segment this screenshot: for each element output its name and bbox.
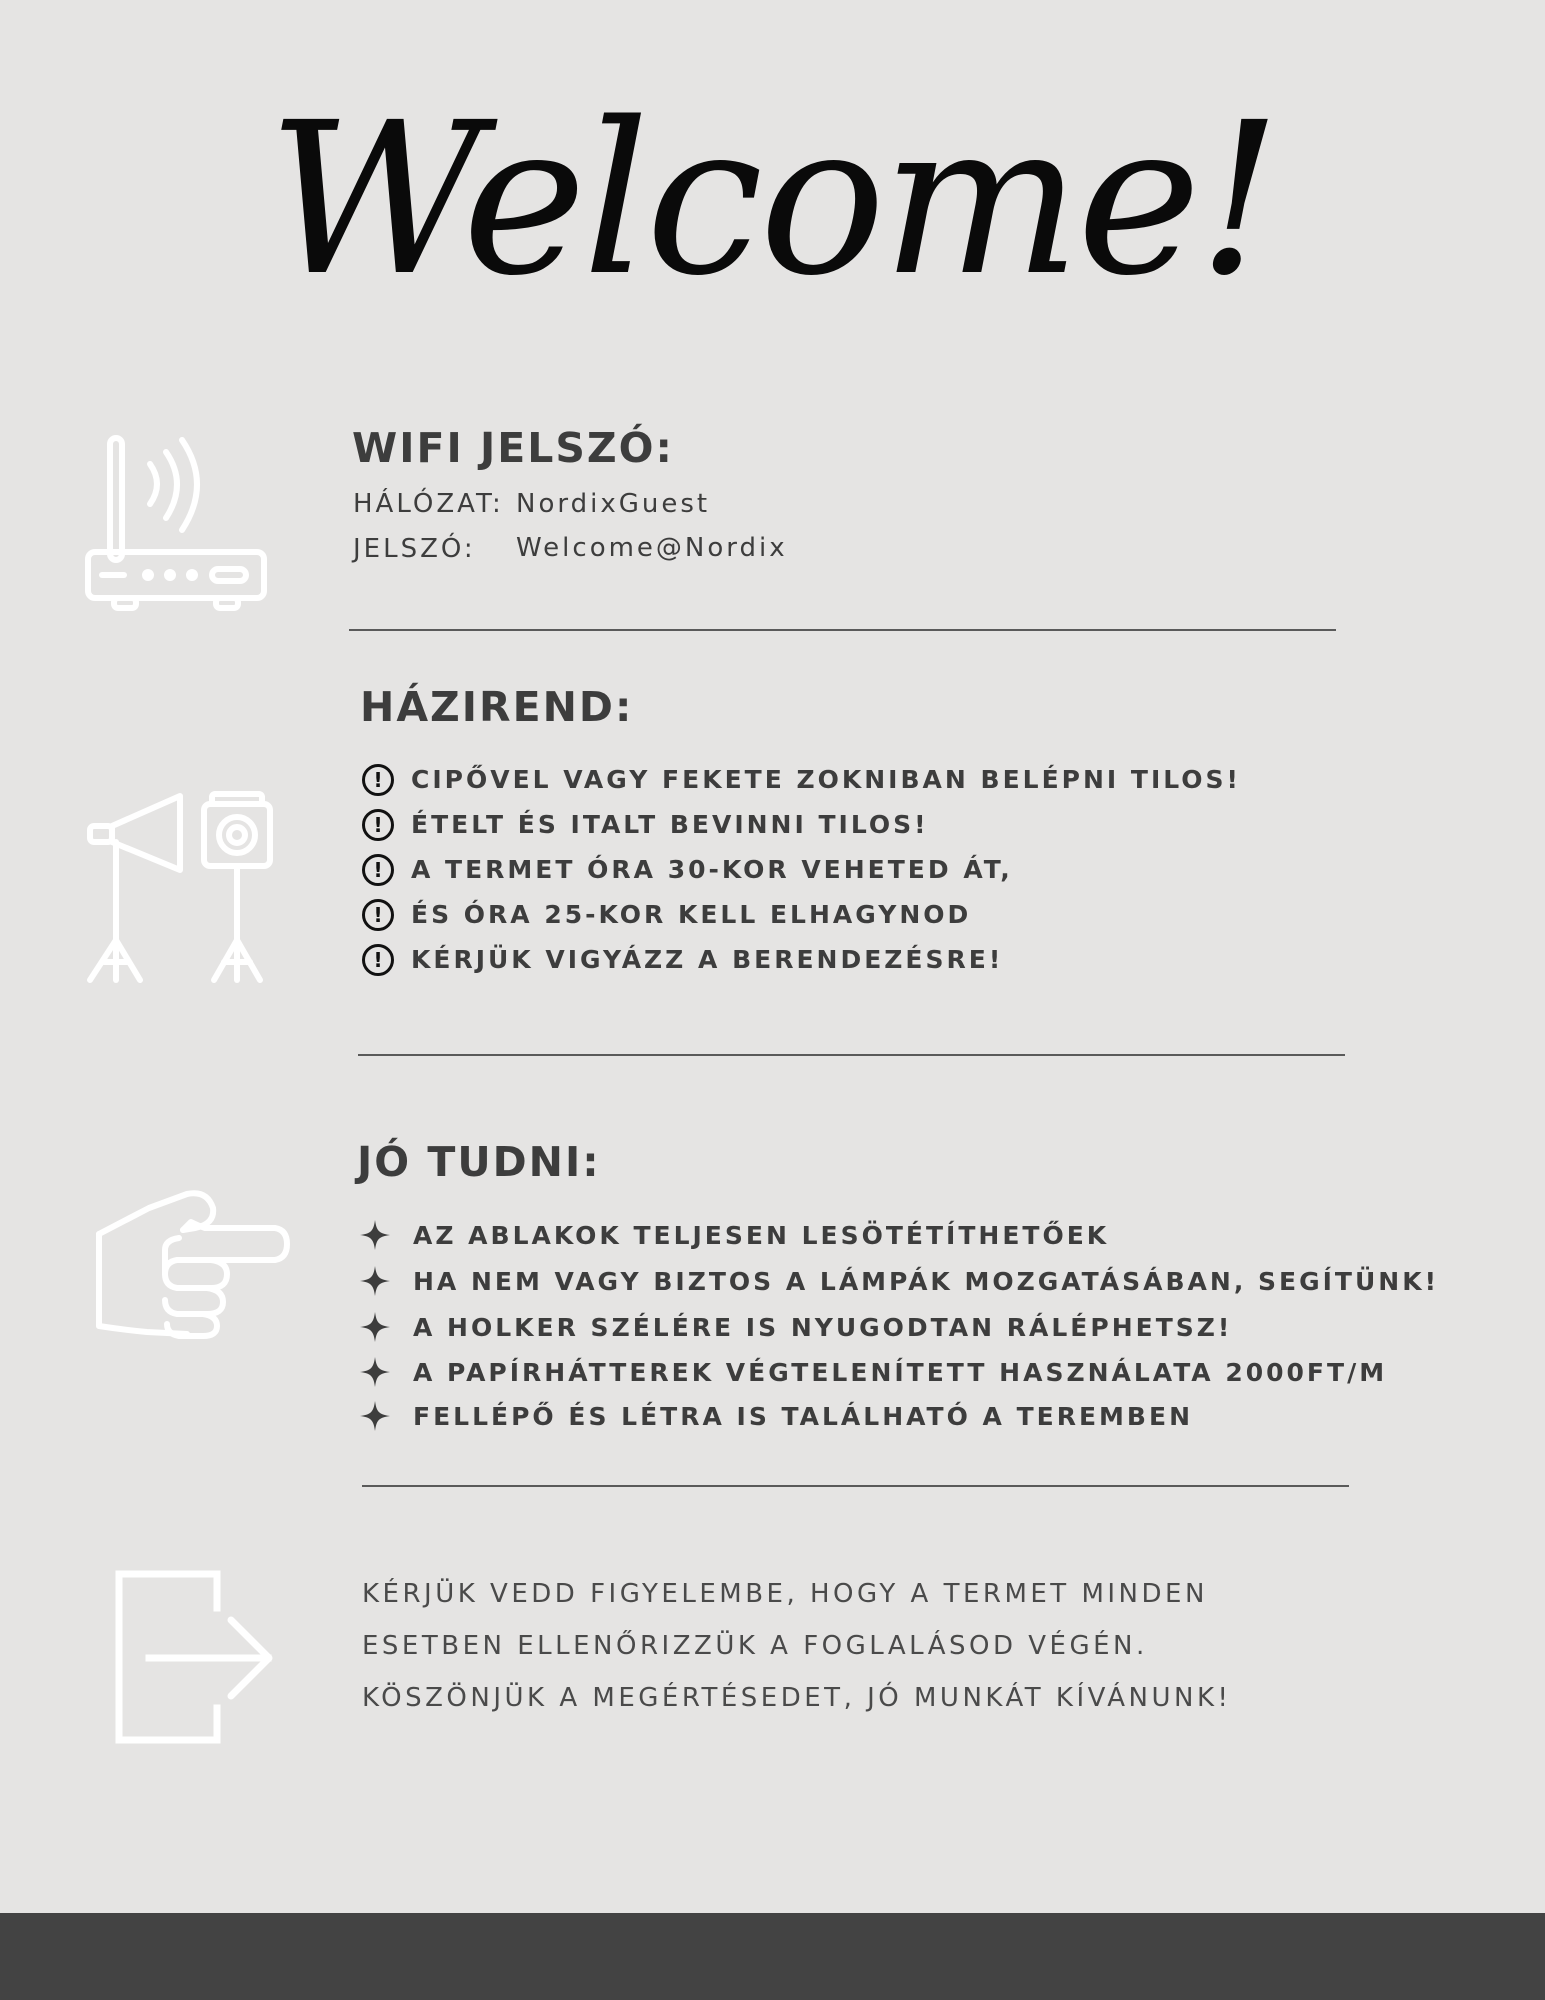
wifi-router-icon bbox=[84, 430, 269, 615]
sparkle-icon bbox=[359, 1400, 391, 1432]
divider bbox=[362, 1485, 1349, 1487]
sparkle-icon bbox=[359, 1356, 391, 1388]
house-rules-list bbox=[362, 757, 1241, 982]
studio-lights-icon bbox=[84, 790, 284, 985]
closing-note bbox=[362, 1568, 1231, 1724]
list-item: ! KÉRJÜK VIGYÁZZ A BERENDEZÉSRE! bbox=[362, 937, 1241, 982]
exclamation-circle-icon: ! bbox=[362, 764, 394, 796]
password-label: JELSZÓ: bbox=[353, 534, 476, 564]
list-item: FELLÉPŐ ÉS LÉTRA IS TALÁLHATÓ A TEREMBEN bbox=[359, 1394, 1439, 1438]
list-item: ! ÉTELT ÉS ITALT BEVINNI TILOS! bbox=[362, 802, 1241, 847]
list-item: ! CIPŐVEL VAGY FEKETE ZOKNIBAN BELÉPNI TILOS! bbox=[362, 757, 1241, 802]
network-label: HÁLÓZAT: bbox=[353, 489, 504, 519]
sparkle-icon bbox=[359, 1265, 391, 1297]
closing-line: KÉRJÜK VEDD FIGYELEMBE, HOGY A TERMET MINDEN bbox=[362, 1579, 1208, 1609]
divider bbox=[358, 1054, 1345, 1056]
exclamation-circle-icon: ! bbox=[362, 944, 394, 976]
list-item: ! ÉS ÓRA 25-KOR KELL ELHAGYNOD bbox=[362, 892, 1241, 937]
exclamation-circle-icon: ! bbox=[362, 809, 394, 841]
closing-line: ESETBEN ELLENŐRIZZÜK A FOGLALÁSOD VÉGÉN. bbox=[362, 1631, 1148, 1661]
divider bbox=[349, 629, 1336, 631]
list-item: A HOLKER SZÉLÉRE IS NYUGODTAN RÁLÉPHETSZ! bbox=[359, 1304, 1439, 1350]
good-to-know-list bbox=[359, 1212, 1439, 1438]
house-rules-heading: HÁZIREND: bbox=[360, 683, 634, 731]
sparkle-icon bbox=[359, 1311, 391, 1343]
good-to-know-heading: JÓ TUDNI: bbox=[357, 1138, 601, 1186]
exit-door-icon bbox=[113, 1568, 278, 1746]
list-item: HA NEM VAGY BIZTOS A LÁMPÁK MOZGATÁSÁBAN, SEGÍTÜNK! bbox=[359, 1258, 1439, 1304]
list-item: ! A TERMET ÓRA 30-KOR VEHETED ÁT, bbox=[362, 847, 1241, 892]
password-value: Welcome@Nordix bbox=[516, 533, 788, 563]
welcome-title: Welcome! bbox=[267, 77, 1278, 322]
network-value: NordixGuest bbox=[516, 489, 711, 519]
footer-bar bbox=[0, 1913, 1545, 2000]
sparkle-icon bbox=[359, 1219, 391, 1251]
wifi-heading: WIFI JELSZÓ: bbox=[352, 424, 674, 472]
list-item: AZ ABLAKOK TELJESEN LESÖTÉTÍTHETŐEK bbox=[359, 1212, 1439, 1258]
pointing-hand-icon bbox=[95, 1190, 290, 1340]
closing-line: KÖSZÖNJÜK A MEGÉRTÉSEDET, JÓ MUNKÁT KÍVÁNUNK! bbox=[362, 1683, 1232, 1713]
exclamation-circle-icon: ! bbox=[362, 854, 394, 886]
exclamation-circle-icon: ! bbox=[362, 899, 394, 931]
list-item: A PAPÍRHÁTTEREK VÉGTELENÍTETT HASZNÁLATA 2000FT/M bbox=[359, 1350, 1439, 1394]
